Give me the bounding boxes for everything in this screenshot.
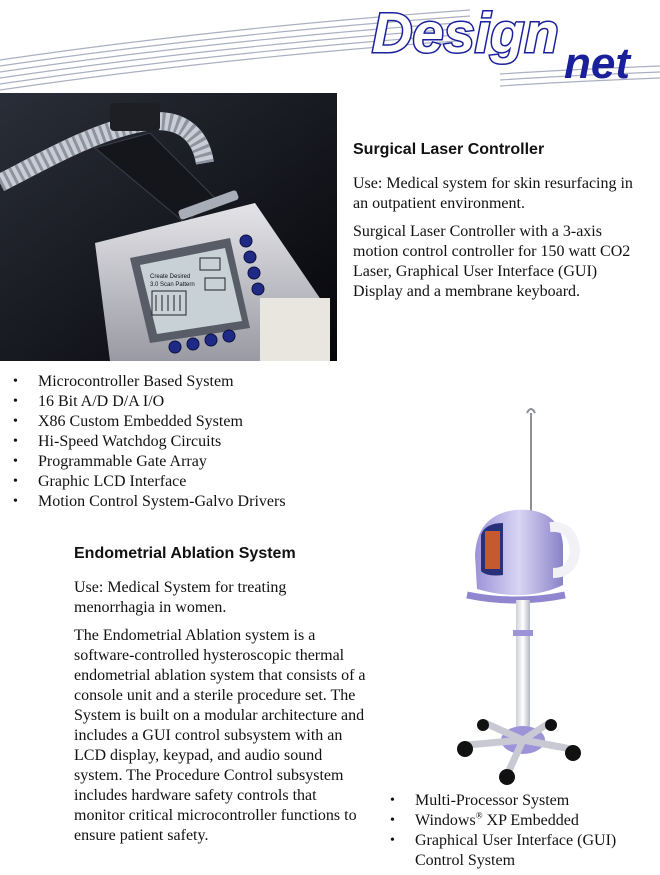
windows-label: Windows — [415, 812, 476, 829]
surgical-laser-photo — [0, 93, 337, 361]
list-item: • Graphic LCD Interface — [0, 472, 340, 492]
laser-title: Surgical Laser Controller — [353, 141, 545, 158]
list-item: • X86 Custom Embedded System — [0, 412, 340, 432]
laser-use: Use: Medical system for skin resurfacing in an outpatient environment. — [353, 175, 633, 212]
logo-word-design: Design — [372, 1, 559, 64]
list-item: • Multi-Processor System — [377, 791, 657, 811]
svg-text:Create Desired — [150, 274, 190, 280]
ablation-description: The Endometrial Ablation system is a software-controlled hysteroscopic thermal endometrial ablation system that consists of a console unit and a sterile procedure set. The System is built on a modular architecture and includes a GUI control subsystem with an LCD display, keypad, and audio sound system. The Procedure Control subsystem includes hardware safety controls that monitor critical microcontroller functions to ensure patient safety. — [74, 627, 366, 844]
laser-description: Surgical Laser Controller with a 3-axis motion control controller for 150 watt CO2 Laser, Graphical User Interface (GUI) Display and a membrane keyboard. — [353, 223, 631, 300]
registered-mark: ® — [475, 810, 483, 821]
list-item — [377, 811, 657, 831]
laser-feature-list — [0, 372, 340, 512]
svg-text:3.0 Scan Pattern — [150, 282, 195, 288]
list-item: • Motion Control System-Galvo Drivers — [0, 492, 340, 512]
list-item: • 16 Bit A/D D/A I/O — [0, 392, 340, 412]
xp-embedded-label: XP Embedded — [482, 812, 579, 829]
ablation-use: Use: Medical System for treating menorrhagia in women. — [74, 579, 287, 616]
lcd-line-1: Create Desired — [150, 274, 191, 280]
list-item: • Microcontroller Based System — [0, 372, 340, 392]
ablation-feature-list — [377, 791, 657, 871]
list-item: • Programmable Gate Array — [0, 452, 340, 472]
endometrial-ablation-photo — [445, 405, 585, 785]
designnet-logo — [368, 0, 660, 82]
list-item: • Graphical User Interface (GUI) Control System — [377, 831, 657, 871]
lcd-line-2: 3.0 Scan Pattern — [150, 282, 195, 288]
ablation-title: Endometrial Ablation System — [74, 545, 296, 562]
list-item: • Hi-Speed Watchdog Circuits — [0, 432, 340, 452]
logo-word-net: net — [564, 39, 630, 82]
